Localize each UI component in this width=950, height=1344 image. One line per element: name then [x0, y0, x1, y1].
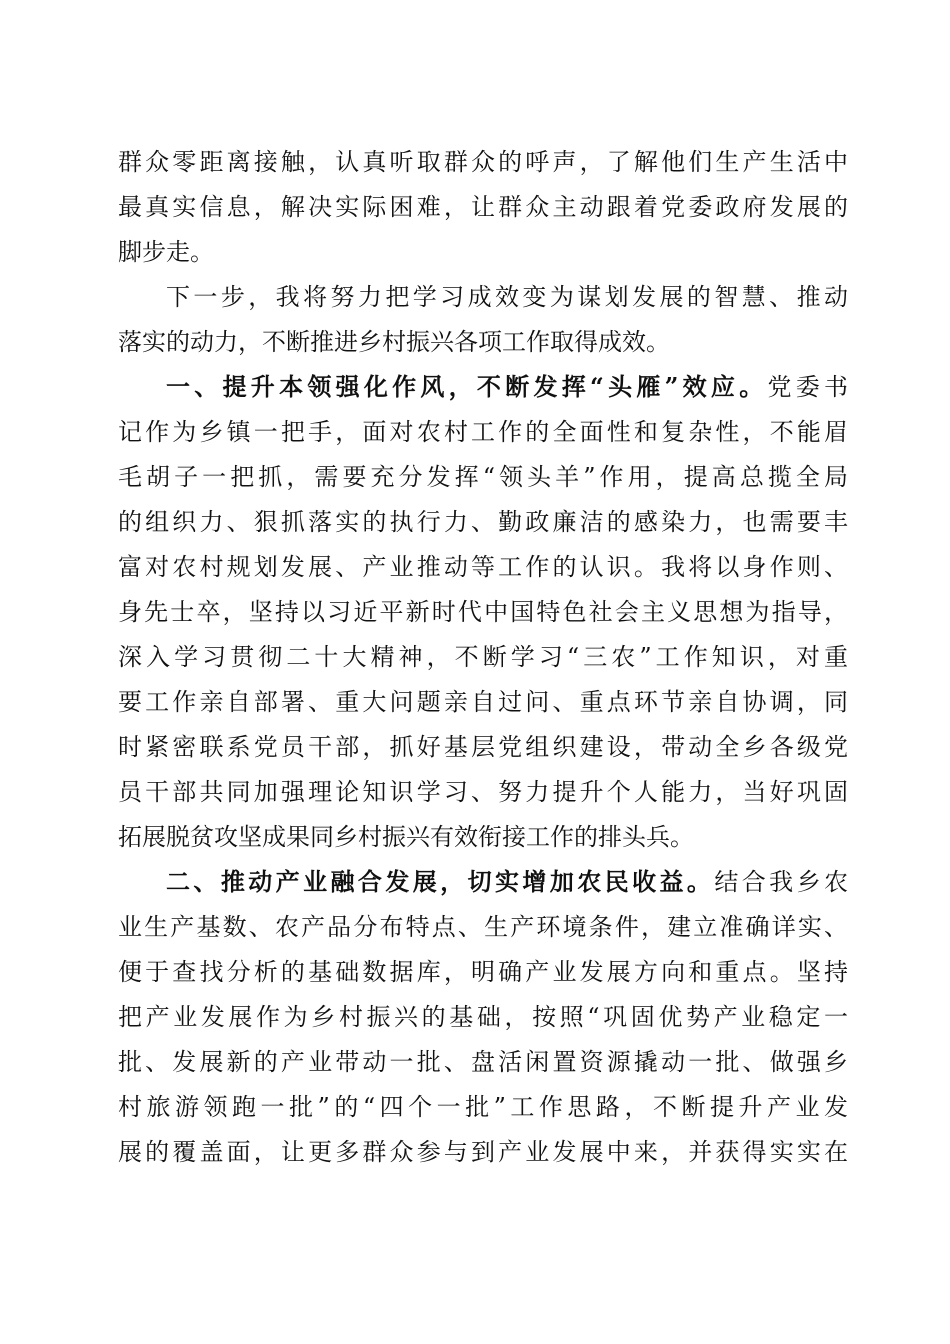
section-text: 党委书 [767, 373, 849, 401]
text-line: 村旅游领跑一批”的“四个一批”工作思路，不断提升产业发 [118, 1093, 848, 1121]
text-line: 时紧密联系党员干部，抓好基层党组织建设，带动全乡各级党 [118, 733, 848, 761]
text-line: 的组织力、狠抓落实的执行力、勤政廉洁的感染力，也需要丰 [118, 508, 848, 536]
section-heading-line [166, 367, 848, 407]
text-line: 员干部共同加强理论知识学习、努力提升个人能力，当好巩固 [118, 778, 848, 806]
section-heading-1: 一、提升本领强化作风，不断发挥“头雁”效应。 [166, 372, 768, 401]
text-line: 落实的动力，不断推进乡村振兴各项工作取得成效。 [118, 328, 670, 356]
text-line: 展的覆盖面，让更多群众参与到产业发展中来，并获得实实在 [118, 1138, 848, 1166]
text-line: 群众零距离接触，认真听取群众的呼声，了解他们生产生活中 [118, 148, 848, 176]
text-line: 要工作亲自部署、重大问题亲自过问、重点环节亲自协调，同 [118, 688, 848, 716]
text-line: 富对农村规划发展、产业推动等工作的认识。我将以身作则、 [118, 553, 848, 581]
paragraph-start-line: 下一步，我将努力把学习成效变为谋划发展的智慧、推动 [166, 283, 848, 311]
text-line: 便于查找分析的基础数据库，明确产业发展方向和重点。坚持 [118, 958, 848, 986]
section-heading-2: 二、推动产业融合发展，切实增加农民收益。 [166, 867, 715, 896]
text-line: 深入学习贯彻二十大精神，不断学习“三农”工作知识，对重 [118, 643, 848, 671]
text-line: 脚步走。 [118, 238, 214, 266]
text-line: 记作为乡镇一把手，面对农村工作的全面性和复杂性，不能眉 [118, 418, 848, 446]
text-line: 拓展脱贫攻坚成果同乡村振兴有效衔接工作的排头兵。 [118, 823, 694, 851]
section-text: 结合我乡农 [714, 868, 849, 896]
text-line: 批、发展新的产业带动一批、盘活闲置资源撬动一批、做强乡 [118, 1048, 848, 1076]
text-line: 毛胡子一把抓，需要充分发挥“领头羊”作用，提高总揽全局 [118, 463, 848, 491]
text-line: 业生产基数、农产品分布特点、生产环境条件，建立准确详实、 [118, 913, 848, 941]
text-line: 身先士卒，坚持以习近平新时代中国特色社会主义思想为指导， [118, 598, 848, 626]
section-heading-line [166, 862, 848, 902]
text-line: 把产业发展作为乡村振兴的基础，按照“巩固优势产业稳定一 [118, 1003, 848, 1031]
text-line: 最真实信息，解决实际困难，让群众主动跟着党委政府发展的 [118, 193, 848, 221]
